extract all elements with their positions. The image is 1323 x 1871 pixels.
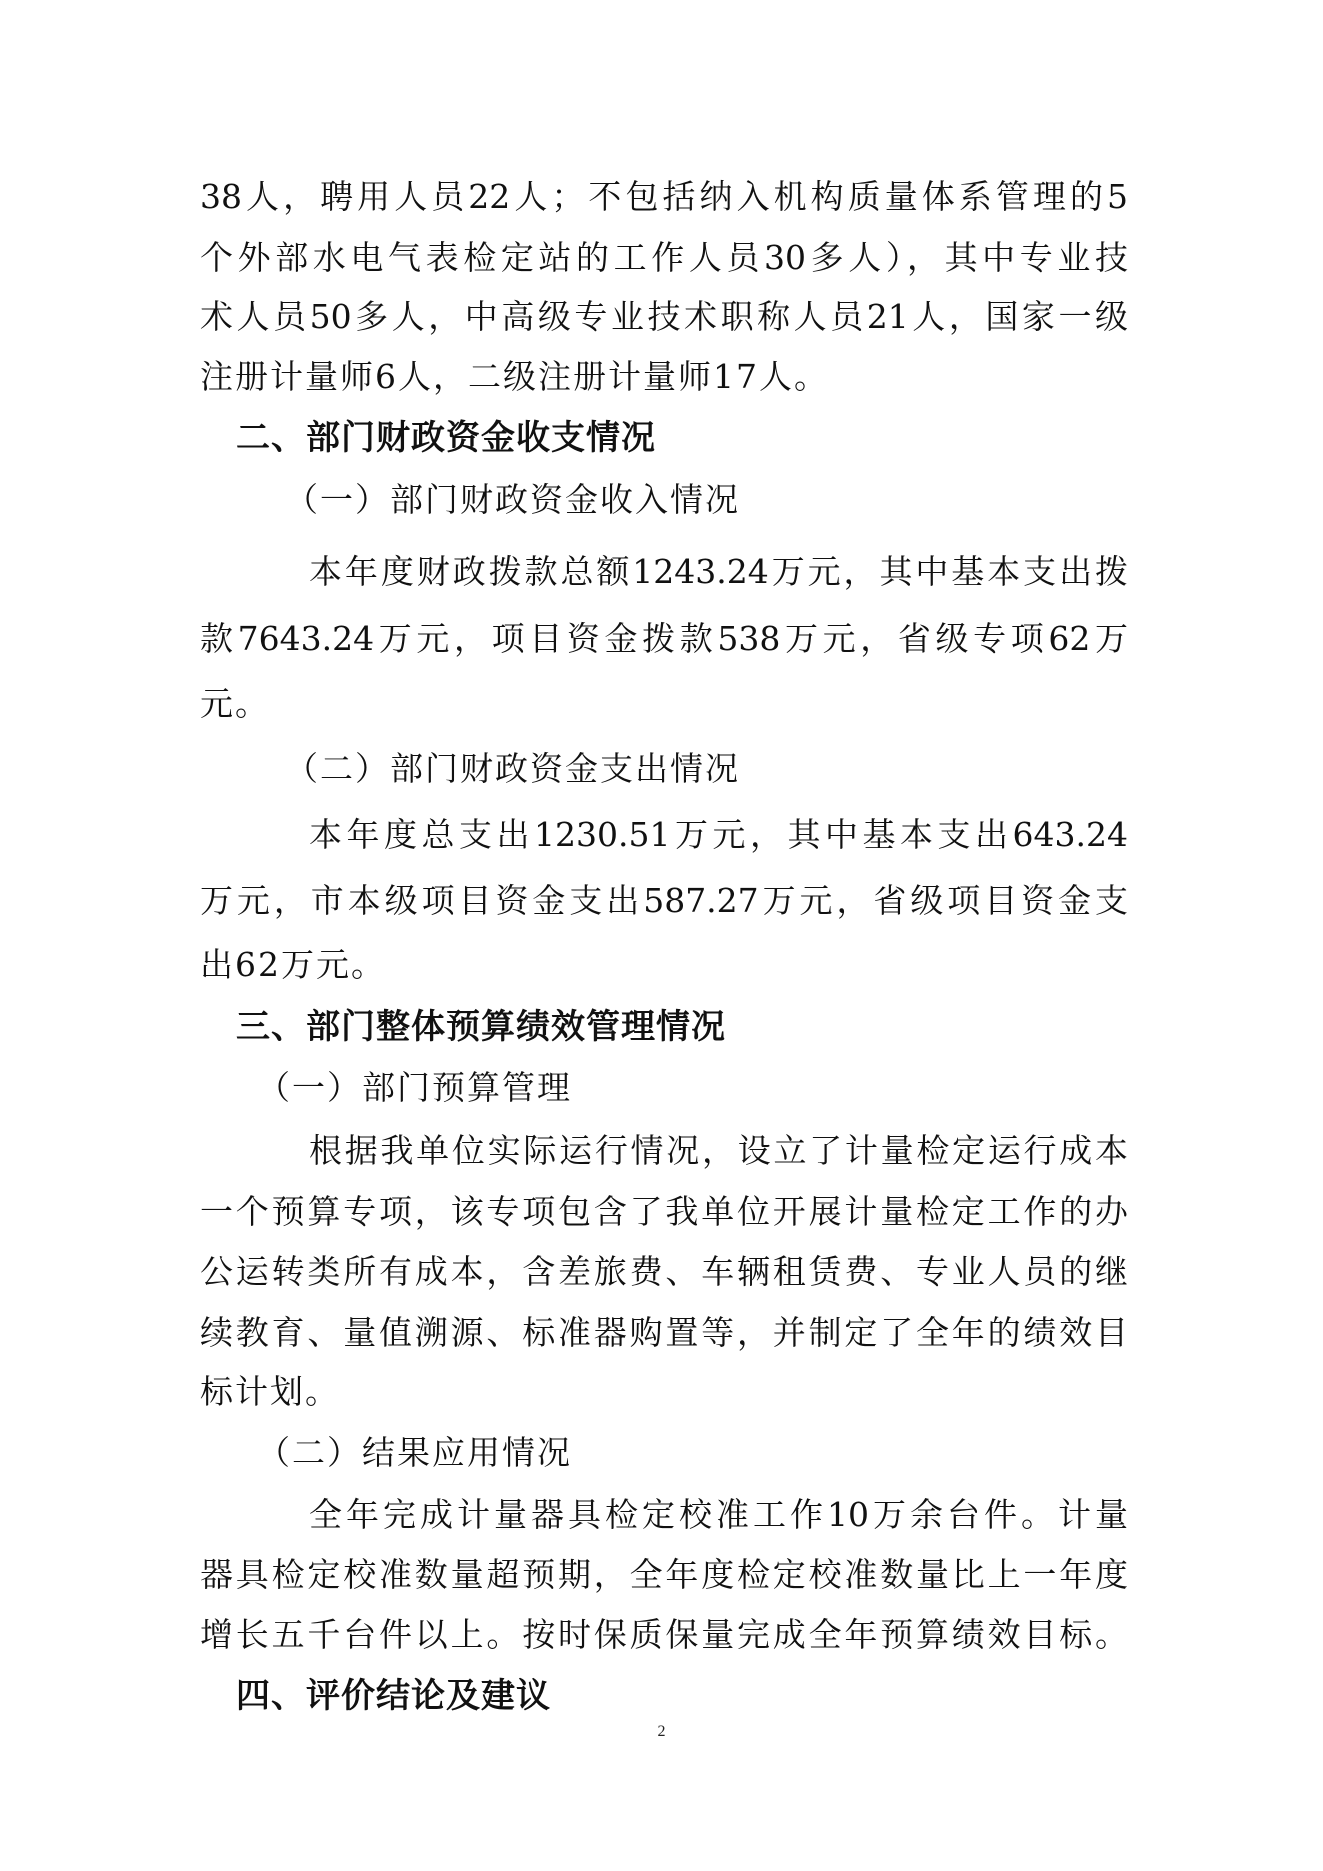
body-line: 公运转类所有成本，含差旅费、车辆租赁费、专业人员的继 <box>200 1252 1128 1291</box>
body-line: 全年完成计量器具检定校准工作10万余台件。计量 <box>309 1495 1128 1534</box>
section-heading-4: 四、评价结论及建议 <box>236 1676 551 1716</box>
body-line: 标计划。 <box>200 1372 340 1411</box>
body-line: 元。 <box>200 684 270 723</box>
body-line: 一个预算专项，该专项包含了我单位开展计量检定工作的办 <box>200 1192 1128 1231</box>
subsection-heading: （一）部门财政资金收入情况 <box>285 480 740 519</box>
subsection-heading: （二）部门财政资金支出情况 <box>285 749 740 788</box>
section-heading-2: 二、部门财政资金收支情况 <box>236 418 656 458</box>
body-line: 续教育、量值溯源、标准器购置等，并制定了全年的绩效目 <box>200 1313 1128 1352</box>
subsection-heading: （二）结果应用情况 <box>257 1433 572 1472</box>
body-line: 术人员50多人，中高级专业技术职称人员21人，国家一级 <box>200 297 1128 336</box>
body-line: 38人，聘用人员22人；不包括纳入机构质量体系管理的5 <box>200 177 1128 216</box>
section-heading-3: 三、部门整体预算绩效管理情况 <box>236 1007 726 1047</box>
body-line: 注册计量师6人，二级注册计量师17人。 <box>200 357 829 396</box>
body-line: 款7643.24万元，项目资金拨款538万元，省级专项62万 <box>200 619 1128 658</box>
body-line: 本年度财政拨款总额1243.24万元，其中基本支出拨 <box>309 552 1128 591</box>
body-line: 出62万元。 <box>200 945 386 984</box>
body-line: 根据我单位实际运行情况，设立了计量检定运行成本 <box>309 1131 1128 1170</box>
body-line: 个外部水电气表检定站的工作人员30多人），其中专业技 <box>200 238 1128 277</box>
body-line: 增长五千台件以上。按时保质保量完成全年预算绩效目标。 <box>200 1615 1128 1654</box>
body-line: 器具检定校准数量超预期，全年度检定校准数量比上一年度 <box>200 1555 1128 1594</box>
body-line: 万元，市本级项目资金支出587.27万元，省级项目资金支 <box>200 881 1128 920</box>
body-line: 本年度总支出1230.51万元，其中基本支出643.24 <box>309 815 1128 854</box>
page-number: 2 <box>657 1723 666 1740</box>
subsection-heading: （一）部门预算管理 <box>257 1068 572 1107</box>
